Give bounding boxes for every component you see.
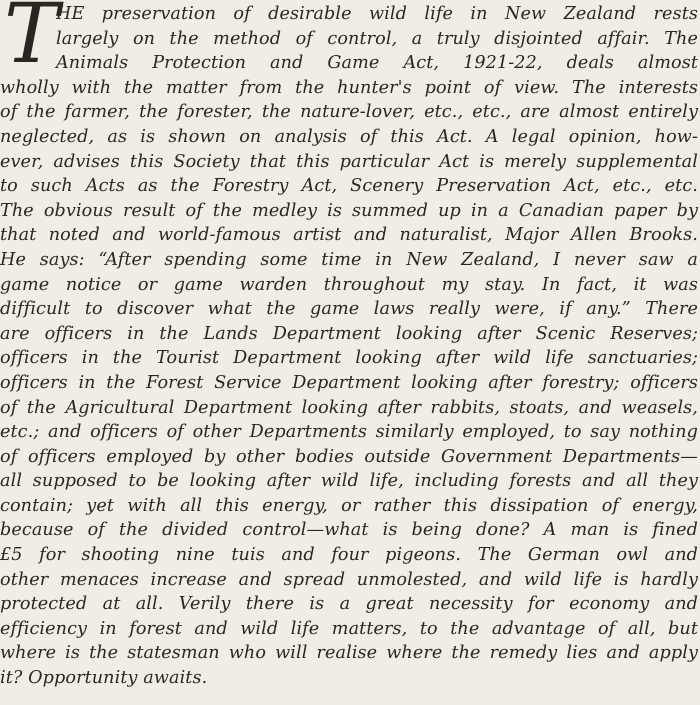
drop-cap-letter: T <box>4 0 59 82</box>
text-line: all supposed to be looking after wild life, including forests and all they <box>0 471 698 492</box>
text-line: neglected, as is shown on analysis of this Act. A legal opinion, how- <box>0 126 698 147</box>
text-line: are officers in the Lands Department looking after Scenic Reserves; <box>0 323 698 344</box>
text-line: The obvious result of the medley is summed up in a Canadian paper by <box>0 200 698 221</box>
text-line: other menaces increase and spread unmolested, and wild life is hardly <box>0 569 698 590</box>
text-line: Animals Protection and Game Act, 1921-22, deals almost <box>56 53 698 74</box>
text-line: He says: “After spending some time in New Zealand, I never saw a <box>0 249 698 270</box>
text-line: of the farmer, the forester, the nature-lover, etc., etc., are almost entirely <box>0 102 698 123</box>
text-line: wholly with the matter from the hunter's point of view. The interests <box>0 77 698 98</box>
text-line: officers in the Forest Service Department looking after forestry; officers <box>0 372 698 393</box>
text-line: etc.; and officers of other Departments similarly employed, to say nothing <box>0 422 698 443</box>
text-line: game notice or game warden throughout my stay. In fact, it was <box>0 274 698 295</box>
text-line: difficult to discover what the game laws really were, if any.” There <box>0 299 698 320</box>
text-line: of the Agricultural Department looking after rabbits, stoats, and weasels, <box>0 397 698 418</box>
text-line: £5 for shooting nine tuis and four pigeons. The German owl and <box>0 545 698 566</box>
text-line: protected at all. Verily there is a great necessity for economy and <box>0 594 698 615</box>
text-line: officers in the Tourist Department looking after wild life sanctuaries; <box>0 348 698 369</box>
text-line: because of the divided control—what is being done? A man is fined <box>0 520 698 541</box>
text-line: to such Acts as the Forestry Act, Scenery Preservation Act, etc., etc. <box>0 176 698 197</box>
text-line: that noted and world-famous artist and naturalist, Major Allen Brooks. <box>0 225 698 246</box>
text-line: contain; yet with all this energy, or rather this dissipation of energy, <box>0 495 698 516</box>
text-line: ever, advises this Society that this particular Act is merely supplemental <box>0 151 698 172</box>
text-line: HE preservation of desirable wild life in New Zealand rests <box>56 4 698 24</box>
text-line: efficiency in forest and wild life matters, to the advantage of all, but <box>0 618 698 639</box>
body-paragraph <box>0 2 700 691</box>
text-line: of officers employed by other bodies outside Government Departments— <box>0 446 698 467</box>
text-line: where is the statesman who will realise where the remedy lies and apply <box>0 643 698 664</box>
text-line: it? Opportunity awaits. <box>0 668 208 689</box>
text-line: largely on the method of control, a truly disjointed affair. The <box>56 28 698 49</box>
